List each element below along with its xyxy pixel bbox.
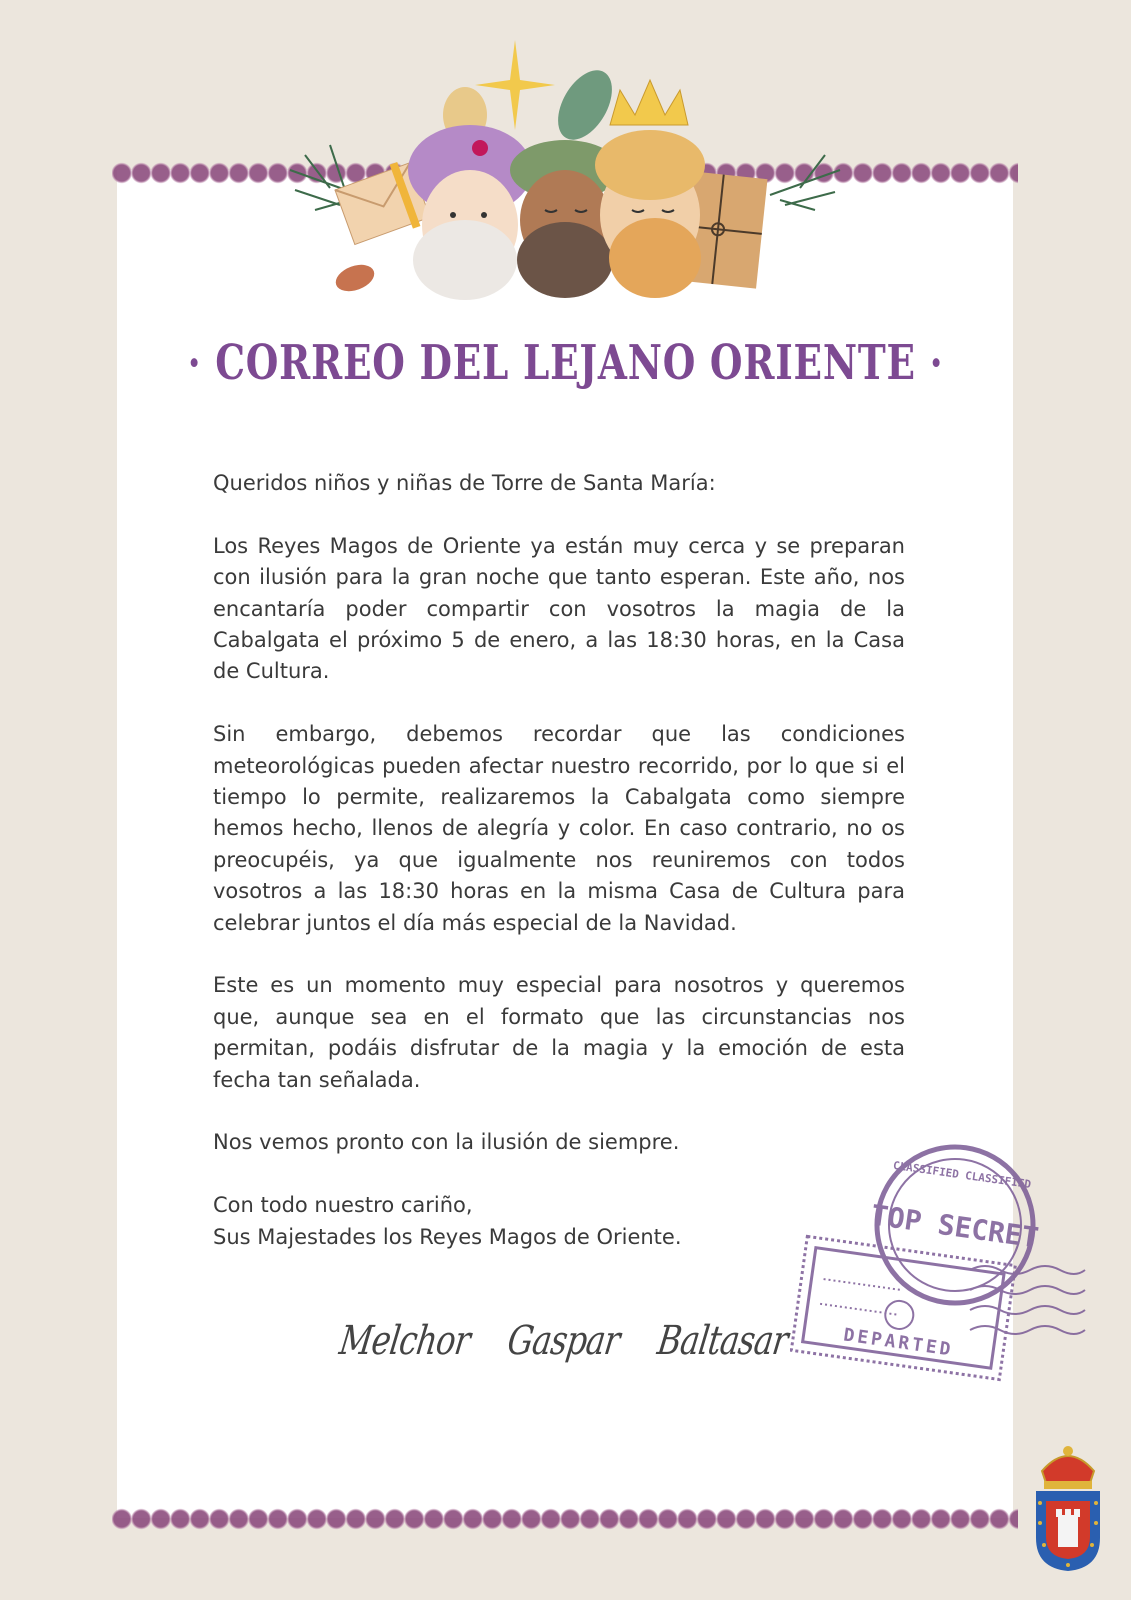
letter-greeting: Queridos niños y niñas de Torre de Santa María: bbox=[213, 471, 716, 495]
letter-paragraph: Los Reyes Magos de Oriente ya están muy cerca y se preparan con ilusión para la gran noche que tanto esperan. Este año, nos encantaría poder compartir con vosotros la magia de la Cabalgata el próximo 5 de enero, a las 18:30 horas, en la Casa de Cultura. bbox=[213, 533, 905, 684]
letter-paragraph: Sin embargo, debemos recordar que las condiciones meteorológicas pueden afectar nuestro recorrido, por lo que si el tiempo lo permite, realizaremos la Cabalgata como siempre hemos hecho, llenos de alegría y color. En caso contrario, no os preocupéis, ya que igualmente nos reuniremos con todos vosotros a las 18:30 horas en la misma Casa de Cultura para celebrar juntos el día más especial de la Navidad. bbox=[213, 722, 905, 935]
letter-closing: Nos vemos pronto con la ilusión de siempre. bbox=[213, 1130, 680, 1155]
signature-baltasar: Baltasar bbox=[654, 1318, 791, 1364]
letter-paragraph: Este es un momento muy especial para nosotros y queremos que, aunque sea en el formato que las circunstancias nos permitan, podáis disfrutar de la magia y la emoción de esta fecha tan señalada. bbox=[213, 973, 905, 1092]
signature-melchor: Melchor bbox=[336, 1318, 473, 1364]
stamp-classified-text: CLASSIFIED CLASSIFIED bbox=[892, 1158, 1032, 1192]
three-kings-illustration bbox=[270, 20, 860, 300]
stamp-main-text: TOP SECRET bbox=[869, 1198, 1041, 1255]
page-title: · CORREO DEL LEJANO ORIENTE · bbox=[187, 335, 944, 391]
bottom-dotted-border bbox=[112, 1508, 1018, 1530]
signatures bbox=[336, 1318, 810, 1398]
top-secret-stamp bbox=[790, 1140, 1090, 1390]
signoff-line-2: Sus Majestades los Reyes Magos de Oriente. bbox=[213, 1224, 682, 1249]
stamp-departed-text: DEPARTED bbox=[842, 1324, 955, 1361]
signature-gaspar: Gaspar bbox=[504, 1318, 623, 1364]
coat-of-arms-icon bbox=[1030, 1443, 1106, 1573]
signoff-line-1: Con todo nuestro cariño, bbox=[213, 1193, 473, 1218]
letter-body bbox=[213, 468, 905, 1253]
